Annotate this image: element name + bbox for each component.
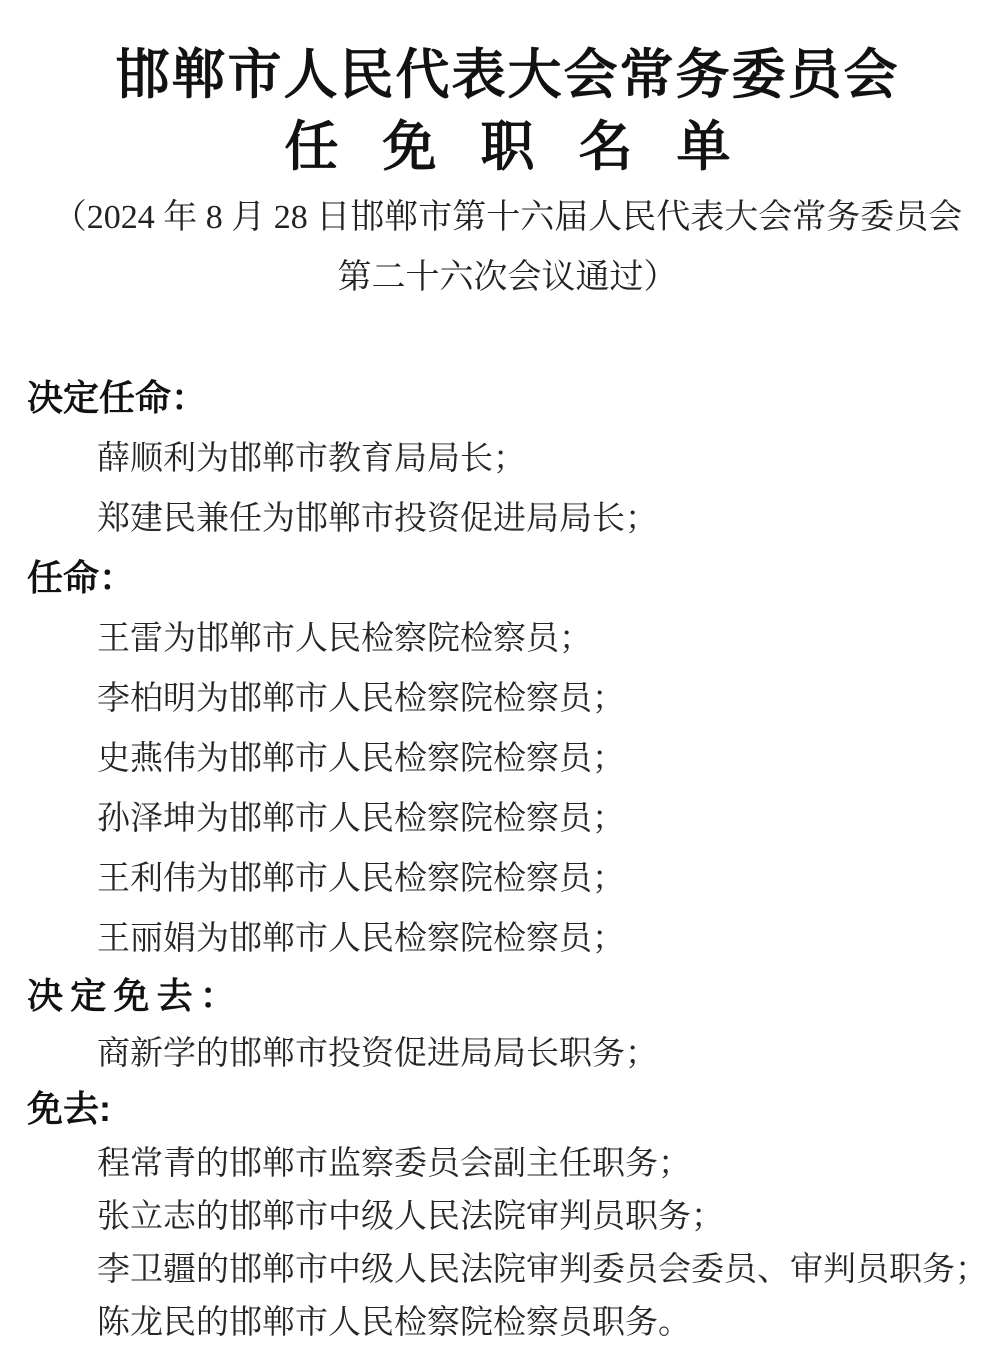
section-decide-appoint [27,365,988,545]
section-heading-dismiss: 免去: [27,1088,111,1129]
document-title: 邯郸市人民代表大会常务委员会 [115,45,900,105]
section-appoint [27,545,988,965]
document-body [27,365,988,1346]
section-heading-decide-appoint: 决定任命： [27,376,208,418]
appointment-item: 王雷为邯郸市人民检察院检察员； [97,620,592,657]
section-heading-appoint: 任命： [27,556,136,598]
document-subtitle: 任免职名单 [284,117,775,177]
appointment-item: 李柏明为邯郸市人民检察院检察员； [97,680,625,717]
dismissal-item: 李卫疆的邯郸市中级人民法院审判委员会委员、审判员职务； [97,1252,988,1288]
appointment-item: 王利伟为邯郸市人民检察院检察员； [97,860,625,897]
section-decide-dismiss [27,965,988,1079]
dismissal-item: 商新学的邯郸市投资促进局局长职务； [97,1036,658,1072]
meeting-info [27,188,988,308]
appointment-item: 史燕伟为邯郸市人民检察院检察员； [97,740,625,777]
section-heading-decide-dismiss: 决定免去： [27,975,244,1016]
dismissal-item: 程常青的邯郸市监察委员会副主任职务； [97,1146,691,1182]
document-header [27,40,988,308]
appointment-item: 薛顺利为邯郸市教育局局长； [97,440,526,477]
appointment-item: 王丽娟为邯郸市人民检察院检察员； [97,920,625,957]
meeting-info-line-1: （2024 年 8 月 28 日邯郸市第十六届人民代表大会常务委员会 [52,199,963,236]
appointment-item: 孙泽坤为邯郸市人民检察院检察员； [97,800,625,837]
section-dismiss [27,1079,988,1346]
dismissal-item: 张立志的邯郸市中级人民法院审判员职务； [97,1199,724,1235]
dismissal-item: 陈龙民的邯郸市人民检察院检察员职务。 [97,1305,691,1341]
appointment-item: 郑建民兼任为邯郸市投资促进局局长； [97,500,658,537]
meeting-info-line-2: 第二十六次会议通过） [337,259,678,296]
